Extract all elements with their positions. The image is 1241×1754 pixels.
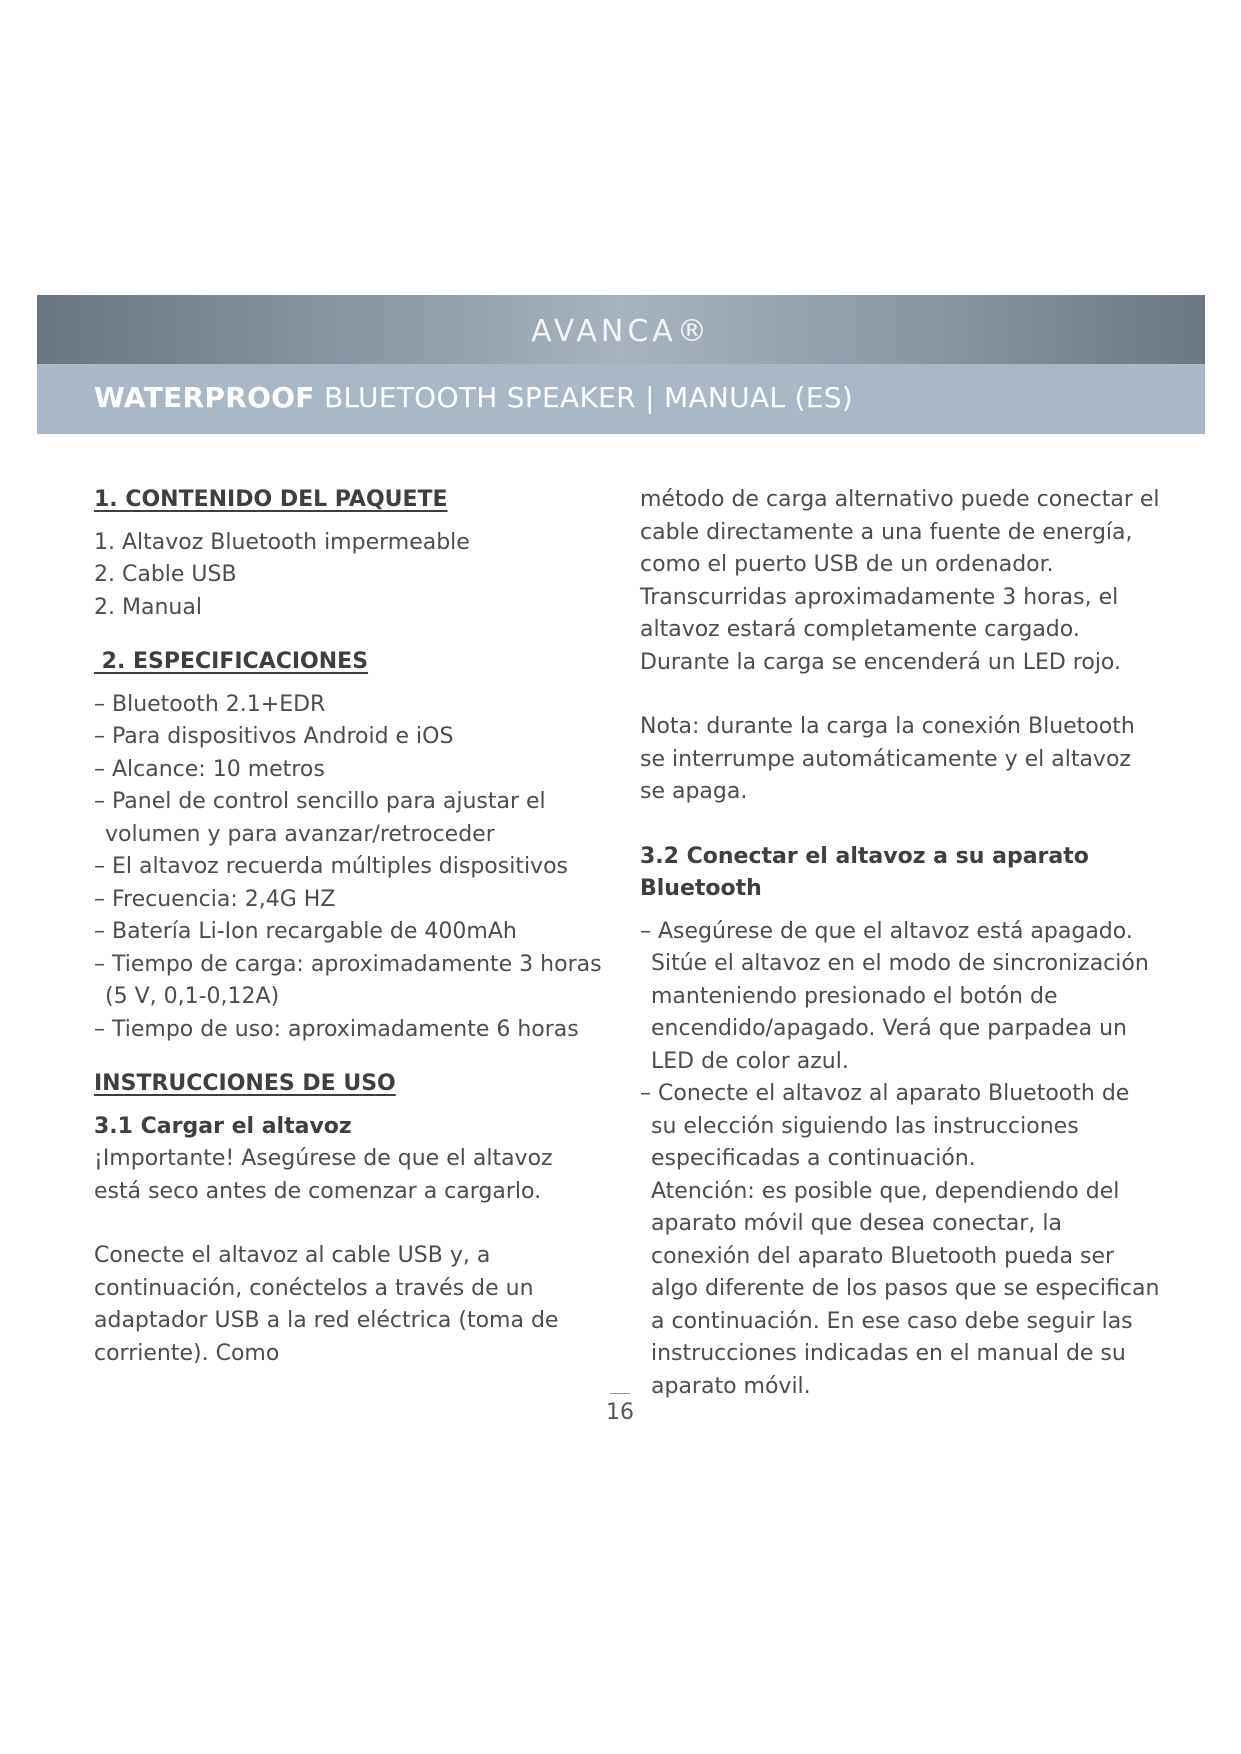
list-item: – Tiempo de uso: aproximadamente 6 horas [94,1016,579,1042]
title-rest: BLUETOOTH SPEAKER | MANUAL (ES) [323,381,854,414]
section-3-1-heading: 3.1 Cargar el altavoz [94,1113,352,1139]
list-item: 2. Manual [94,594,202,620]
connect-steps-list [640,916,1160,1176]
list-item: 2. Cable USB [94,562,237,587]
list-item: – Batería Li-Ion recargable de 400mAh [94,919,517,944]
note-paragraph: Nota: durante la carga la conexión Bluetooth se interrumpe automáticamente y el altavoz se apaga. [640,714,1135,804]
list-item: – Conecte el altavoz al aparato Bluetooth de su elección siguiendo las instrucciones especificadas a continuación. [640,1081,1130,1171]
list-item: – El altavoz recuerda múltiples dispositivos [94,854,568,879]
list-item: – Bluetooth 2.1+EDR [94,691,326,717]
specifications-list [94,689,604,1047]
section-2-heading: 2. ESPECIFICACIONES [94,649,369,674]
list-item: – Panel de control sencillo para ajustar el volumen y para avanzar/retroceder [94,789,546,847]
list-item: – Alcance: 10 metros [94,756,325,782]
list-item: 1. Altavoz Bluetooth impermeable [94,529,470,555]
page-number-rule [610,1393,630,1394]
section-3-heading: INSTRUCCIONES DE USO [94,1071,396,1096]
section-3-2-heading: 3.2 Conectar el altavoz a su aparato Bluetooth [640,843,1089,901]
title-bold: WATERPROOF [94,381,315,414]
page-title [94,381,853,414]
charging-continued-paragraph: método de carga alternativo puede conectar el cable directamente a una fuente de energía, como el puerto USB de un ordenador. Transcurridas aproximadamente 3 horas, el altavoz estará completamente cargado. Durante la carga se encenderá un LED rojo. [640,487,1160,675]
header-banner [37,295,1205,364]
charging-paragraph: Conecte el altavoz al cable USB y, a continuación, conéctelos a través de un adaptador USB a la red eléctrica (toma de corriente). Como [94,1243,559,1366]
brand-logo: AVANCA® [531,314,711,349]
section-1-heading: 1. CONTENIDO DEL PAQUETE [94,487,448,512]
package-contents-list [94,527,604,625]
important-paragraph: ¡Importante! Asegúrese de que el altavoz está seco antes de comenzar a cargarlo. [94,1146,553,1204]
page-number: 16 [606,1400,634,1425]
list-item: – Para dispositivos Android e iOS [94,724,454,749]
attention-paragraph: Atención: es posible que, dependiendo del aparato móvil que desea conectar, la conexión del aparato Bluetooth pueda ser algo diferente de los pasos que se especifican a continuación. En ese caso debe seguir las instrucciones indicadas en el manual de su aparato móvil. [651,1178,1160,1399]
title-banner [37,364,1205,434]
right-column [640,484,1160,1403]
list-item: – Tiempo de carga: aproximadamente 3 horas (5 V, 0,1-0,12A) [94,951,602,1009]
list-item: – Asegúrese de que el altavoz está apagado. Sitúe el altavoz en el modo de sincronización manteniendo presionado el botón de encendido/apagado. Verá que parpadea un LED de color azul. [640,918,1149,1074]
list-item: – Frecuencia: 2,4G HZ [94,886,336,912]
left-column [94,484,604,1370]
